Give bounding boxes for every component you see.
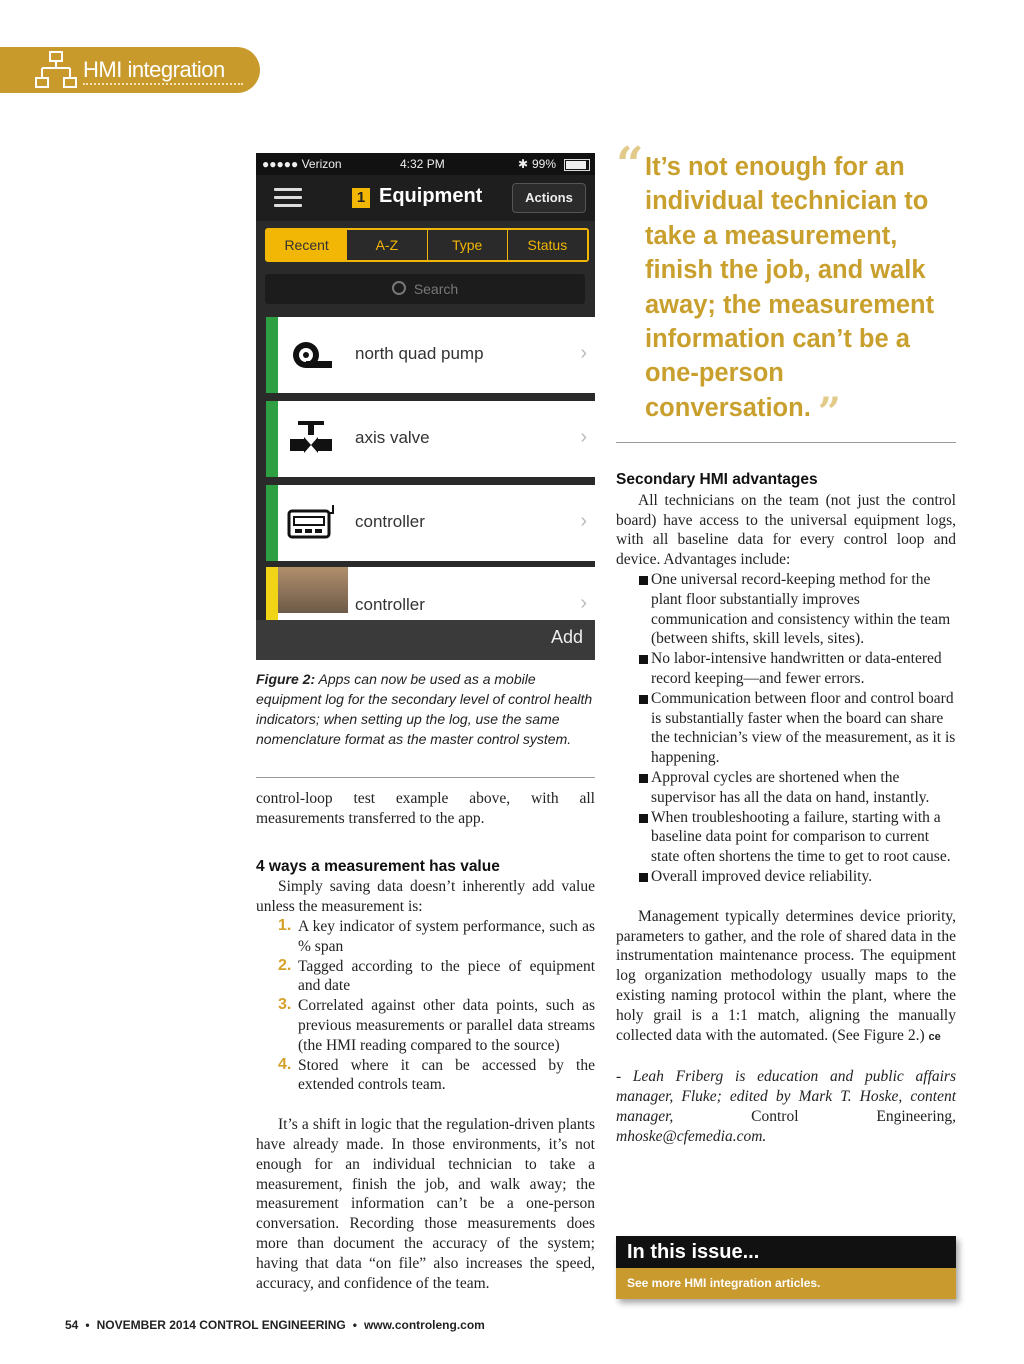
figure-caption [256, 669, 598, 749]
bullet-text: One universal record-keeping method for the plant floor substantially improves communication and consistency within the team (between shifts, skill levels, sites). [651, 570, 951, 648]
right-column [616, 470, 956, 1147]
list-item [616, 808, 956, 867]
caption-divider [256, 777, 595, 778]
management-paragraph [616, 907, 956, 1048]
list-number: 4. [278, 1055, 292, 1073]
phone-status-bar [256, 153, 595, 175]
list-item-text: A key indicator of system performance, such as % span [298, 917, 595, 955]
phone-tab-bar [265, 228, 589, 262]
list-item[interactable] [266, 401, 595, 477]
bullet-text: Overall improved device reliability. [651, 867, 873, 885]
author-credit [616, 1067, 956, 1146]
list-item [616, 689, 956, 768]
section-underline [83, 83, 243, 85]
publication-name: Control Engineering [751, 1107, 953, 1125]
management-text: Management typically determines device priority, parameters to gather, and the role of shared data in the instrumentation maintenance process. The equipment log organization methodology usually maps to the existing naming protocol within the plant, where the holy grail is a 1:1 match, aligning the manually collected data with the automated. (See Figure 2.) [616, 907, 956, 1044]
phone-nav-bar [256, 175, 595, 221]
item-label: controller [355, 512, 425, 531]
item-label: controller [355, 595, 425, 614]
close-quote-mark: ” [817, 388, 841, 436]
network-icon [34, 50, 78, 90]
pull-quote-text: It’s not enough for an individual technician to take a measurement, finish the job, and walk away; the measurement information can’t be a one-person conversation. [645, 153, 935, 422]
equipment-count-badge: 1 [352, 188, 370, 208]
list-item[interactable] [266, 317, 595, 393]
chevron-right-icon: › [580, 342, 587, 364]
chevron-right-icon: › [580, 426, 587, 448]
bullet-square-icon [639, 655, 648, 664]
chevron-right-icon: › [580, 510, 587, 532]
open-quote-mark: “ [616, 137, 644, 193]
subheading-four-ways: 4 ways a measurement has value [256, 857, 500, 875]
clock-label: 4:32 PM [400, 157, 445, 171]
battery-icon [564, 159, 590, 171]
figure-label: Figure 2: [256, 671, 316, 687]
valve-icon [286, 415, 336, 463]
list-item-text: Tagged according to the piece of equipment and date [298, 957, 595, 995]
list-item-text: Stored where it can be accessed by the extended controls team. [298, 1056, 595, 1094]
actions-button[interactable]: Actions [512, 183, 586, 213]
issue-box-link[interactable]: See more HMI integration articles. [616, 1268, 956, 1299]
footer-url[interactable]: www.controleng.com [363, 1318, 485, 1332]
issue-box-title: In this issue... [616, 1236, 956, 1268]
bullet-text: Approval cycles are shortened when the supervisor has all the data on hand, instantly. [651, 768, 930, 806]
item-label: axis valve [355, 428, 430, 447]
list-number: 1. [278, 916, 292, 934]
list-item [256, 1056, 595, 1096]
issue-label: NOVEMBER 2014 CONTROL ENGINEERING [96, 1318, 346, 1332]
list-number: 3. [278, 996, 292, 1014]
list-item [616, 649, 956, 689]
search-input[interactable] [265, 274, 585, 304]
section-label: HMI integration [83, 57, 225, 82]
tab-type[interactable]: Type [428, 230, 508, 260]
pull-quote [616, 137, 956, 436]
battery-label: 99% [532, 157, 557, 171]
tab-a-z[interactable]: A-Z [347, 230, 427, 260]
list-item[interactable] [266, 485, 595, 561]
caption-text: Apps can now be used as a mobile equipment log for the secondary level of control health indicators; when setting up the log, use the same nomenclature format as the master control system. [256, 671, 593, 747]
continued-paragraph: control-loop test example above, with all measurements transferred to the app. [256, 790, 595, 827]
list-item [616, 867, 956, 887]
bullet-square-icon [639, 695, 648, 704]
intro-paragraph: Simply saving data doesn’t inherently add value unless the measurement is: [256, 878, 595, 916]
list-item [256, 996, 595, 1055]
tab-status[interactable]: Status [508, 230, 587, 260]
list-item [616, 570, 956, 649]
add-button[interactable]: Add [550, 627, 583, 647]
tab-recent[interactable]: Recent [267, 230, 347, 260]
bullet-square-icon [639, 774, 648, 783]
chevron-right-icon: › [580, 592, 587, 614]
list-item [616, 768, 956, 808]
list-item-text: Correlated against other data points, such as previous measurements or parallel data streams (the HMI reading compared to the source) [298, 997, 595, 1054]
search-icon [392, 281, 406, 295]
figure-phone-screenshot [256, 153, 595, 660]
closing-paragraph: It’s a shift in logic that the regulation-driven plants have already made. In those environments, it’s not enough for an individual technician to take a measurement, finish the job, and walk away; the measurement information can’t be a one-person conversation. Recording those measurements does more than document the accuracy of the system; having that data “on file” also increases the speed, accuracy, and confidence of the team. [256, 1116, 595, 1292]
in-this-issue-box[interactable] [616, 1236, 956, 1299]
bullet-square-icon [639, 576, 648, 585]
left-column [256, 789, 595, 1293]
list-item [256, 917, 595, 957]
credit-email: , mhoske@cfemedia.com. [616, 1107, 956, 1145]
bullet-text: When troubleshooting a failure, starting with a baseline data point for comparison to current state often shortens the time to get to root cause. [651, 808, 951, 866]
bullet-text: Communication between floor and control board is substantially faster when the board can share the technician’s view of the measurement, as it is happening. [651, 689, 956, 767]
bluetooth-icon: ✱ [518, 157, 529, 171]
add-bar [256, 620, 595, 660]
bullet-square-icon [639, 814, 648, 823]
item-label: north quad pump [355, 344, 484, 363]
list-number: 2. [278, 956, 292, 974]
advantages-intro: All technicians on the team (not just the control board) have access to the universal equipment logs, with all baseline data for every control loop and device. Advantages include: [616, 491, 956, 569]
footer-separator: • [85, 1318, 90, 1332]
page-footer [65, 1318, 485, 1332]
bullet-square-icon [639, 873, 648, 882]
phone-screen-title: Equipment [379, 185, 483, 207]
controller-photo [278, 567, 348, 613]
section-tab [0, 47, 260, 93]
carrier-label: ●●●●● Verizon [262, 157, 342, 171]
credit-text: - Leah Friberg is education and public affairs manager, Fluke; edited by Mark T. Hoske, content manager, [616, 1068, 956, 1125]
bullet-text: No labor-intensive handwritten or data-entered record keeping—and fewer errors. [651, 650, 942, 687]
pull-quote-divider [616, 442, 956, 443]
footer-separator: • [352, 1318, 357, 1332]
search-placeholder: Search [413, 281, 459, 297]
page-number: 54 [65, 1318, 79, 1332]
menu-icon[interactable] [274, 188, 302, 208]
list-item [256, 957, 595, 997]
end-mark: ce [928, 1030, 941, 1043]
pump-icon [286, 331, 336, 379]
subheading-secondary-hmi: Secondary HMI advantages [616, 471, 818, 488]
controller-icon [286, 499, 336, 547]
